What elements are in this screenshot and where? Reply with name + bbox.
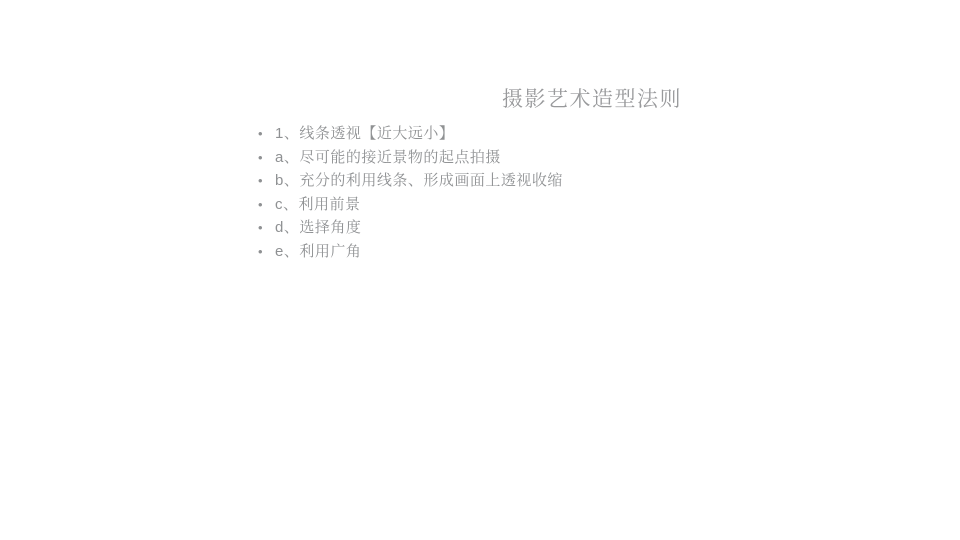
bullet-text: d、选择角度 — [275, 219, 362, 237]
bullet-item — [258, 216, 563, 240]
bullet-item — [258, 240, 563, 264]
bullet-marker: • — [258, 196, 263, 212]
bullet-marker: • — [258, 126, 263, 141]
bullet-item — [258, 122, 563, 146]
bullet-item — [258, 193, 563, 217]
bullet-item — [258, 169, 563, 193]
bullet-item — [258, 146, 563, 170]
bullet-text: c、利用前景 — [275, 195, 361, 213]
bullet-marker: • — [258, 220, 263, 236]
bullet-list — [258, 122, 563, 264]
bullet-marker: • — [258, 149, 263, 165]
bullet-text: 1、线条透视【近大远小】 — [275, 125, 455, 142]
bullet-marker: • — [258, 173, 263, 189]
bullet-text: b、充分的利用线条、形成画面上透视收缩 — [275, 172, 563, 190]
bullet-marker: • — [258, 243, 263, 259]
bullet-text: a、尽可能的接近景物的起点拍摄 — [275, 148, 501, 166]
bullet-text: e、利用广角 — [275, 242, 362, 260]
slide-title: 摄影艺术造型法则 — [502, 88, 682, 111]
